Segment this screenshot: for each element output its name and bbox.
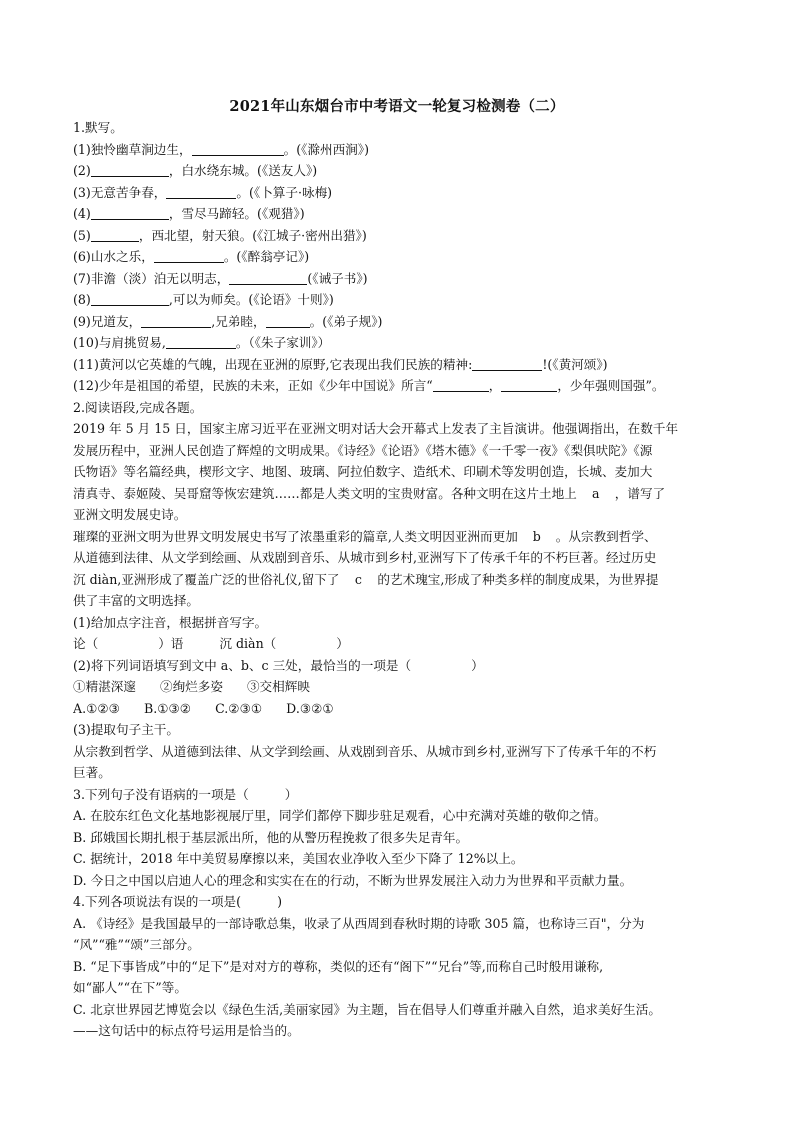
- blank-marker-c: c: [354, 571, 362, 587]
- answer-blank[interactable]: [91, 227, 139, 242]
- q2-para1-line: 发展历程中，亚洲人民创造了辉煌的文明成果。《诗经》《论语》《塔木德》《一千零一夜》《梨俱吠陀》《源: [73, 442, 653, 458]
- q2-sub2-words: ①精湛深邃 ②绚烂多姿 ③交相辉映: [73, 679, 310, 694]
- q2-sub3-text: 从宗教到哲学、从道德到法律、从文学到绘画、从戏剧到音乐、从城市到乡村,亚洲写下了传承千年的不朽: [73, 743, 657, 759]
- q1-item-7: (7)非澹（淡）泊无以明志， (《诫子书》): [73, 270, 368, 286]
- blank-marker-b: b: [532, 528, 541, 544]
- answer-blank[interactable]: [433, 377, 489, 392]
- q2-heading: 2.阅读语段,完成各题。: [73, 399, 203, 415]
- option-a[interactable]: A.①②③: [73, 700, 120, 716]
- q4-heading: 4.下列各项说法有误的一项是( ): [73, 894, 282, 909]
- q2-para1-line: 亚洲文明发展史诗。: [73, 507, 187, 522]
- answer-blank[interactable]: [141, 313, 211, 328]
- q1-item-11: (11)黄河以它英雄的气魄，出现在亚洲的原野,它表现出我们民族的精神: !(《黄河颂》): [73, 356, 608, 372]
- q3-option-c[interactable]: C. 据统计，2018 年中美贸易摩擦以来，美国农业净收入至少下降了 12%以上。: [73, 851, 524, 866]
- answer-blank[interactable]: [229, 270, 307, 285]
- q1-item-8: (8) ,可以为师矣。(《论语》十则》): [73, 292, 334, 307]
- document-body: [73, 117, 733, 1042]
- q2-para2-line: 沉 diàn,亚洲形成了覆盖广泛的世俗礼仪,留下了 c 的艺术瑰宝,形成了种类多样的制度成果，为世界提: [73, 569, 733, 591]
- q4-option-a-cont: “风”“雅”“颂”三部分。: [73, 937, 200, 952]
- q1-item-5: (5) ，西北望，射天狼。(《江城子·密州出猎》): [73, 227, 367, 243]
- q3-option-b[interactable]: B. 邱娥国长期扎根于基层派出所，他的从警历程挽救了很多失足青年。: [73, 829, 469, 845]
- blank-marker-a: a: [591, 485, 600, 501]
- q4-option-c-cont: ——这句话中的标点符号运用是恰当的。: [73, 1023, 300, 1038]
- q2-para2-line: 璀璨的亚洲文明为世界文明发展史书写了浓墨重彩的篇章,人类文明因亚洲而更加 b 。从宗教到哲学、: [73, 526, 733, 548]
- q1-item-9: (9)兄道友， ,兄弟睦， 。(《弟子规》): [73, 313, 383, 329]
- q2-para1-line: 清真寺、泰姬陵、吴哥窟等恢宏建筑……都是人类文明的宝贵财富。各种文明在这片土地上 a ，谱写了: [73, 483, 733, 505]
- q1-item-4: (4) ，雪尽马蹄轻。(《观猎》): [73, 206, 305, 221]
- answer-blank[interactable]: [91, 291, 169, 306]
- q4-option-a[interactable]: A. 《诗经》是我国最早的一部诗歌总集，收录了从西周到春秋时期的诗歌 305 篇，也称诗三百"，分为: [73, 915, 645, 931]
- option-c[interactable]: C.②③①: [215, 700, 263, 716]
- q2-para2-line: 供了丰富的文明选择。: [73, 593, 199, 608]
- q2-para2-line: 从道德到法律、从文学到绘画、从戏剧到音乐、从城市到乡村,亚洲写下了传承千年的不朽巨著。经过历史: [73, 550, 657, 565]
- answer-blank[interactable]: [154, 248, 224, 263]
- answer-blank[interactable]: [91, 162, 169, 177]
- q3-heading: 3.下列句子没有语病的一项是（ ）: [73, 786, 298, 802]
- option-b[interactable]: B.①③②: [143, 700, 192, 716]
- q2-para1-line: 2019 年 5 月 15 日，国家主席习近平在亚洲文明对话大会开幕式上发表了主旨演讲。他强调指出，在数千年: [73, 421, 679, 436]
- q1-item-12: (12)少年是祖国的希望，民族的未来，正如《少年中国说》所言“ ， ，少年强则国强”。: [73, 378, 665, 393]
- answer-blank[interactable]: [166, 334, 236, 349]
- q3-option-d[interactable]: D. 今日之中国以启迪人心的理念和实实在在的行动，不断为世界发展注入动力为世界和平贡献力量。: [73, 872, 633, 888]
- answer-blank[interactable]: [192, 141, 284, 156]
- option-d[interactable]: D.③②①: [286, 700, 334, 716]
- q2-sub3: (3)提取句子主干。: [73, 722, 179, 737]
- answer-blank[interactable]: [266, 313, 310, 328]
- q1-item-1: (1)独怜幽草涧边生， 。(《滁州西涧》): [73, 141, 369, 157]
- q1-heading: 1.默写。: [73, 120, 123, 135]
- page-title: 2021年山东烟台市中考语文一轮复习检测卷（二）: [229, 98, 565, 115]
- q2-sub1-answers: 论（ ）语 沉 diàn（ ）: [73, 636, 349, 651]
- q1-item-10: (10)与肩挑贸易, 。（《朱子家训》）: [73, 335, 331, 350]
- q2-sub2: (2)将下列词语填写到文中 a、b、c 三处，最恰当的一项是（ ）: [73, 657, 484, 673]
- q2-sub1: (1)给加点字注音，根据拼音写字。: [73, 614, 268, 630]
- answer-blank[interactable]: [166, 184, 236, 199]
- answer-blank[interactable]: [501, 377, 557, 392]
- q2-sub3-text: 巨著。: [73, 765, 111, 780]
- q4-option-b-cont: 如“鄙人”“在下”等。: [73, 980, 187, 995]
- q3-option-a[interactable]: A. 在胶东红色文化基地影视展厅里，同学们都停下脚步驻足观看，心中充满对英雄的敬仰之情。: [73, 808, 607, 823]
- q2-sub2-options: [73, 698, 733, 720]
- answer-blank[interactable]: [91, 205, 169, 220]
- q1-item-6: (6)山水之乐， 。(《醉翁亭记》): [73, 249, 310, 264]
- q1-item-2: (2) ，白水绕东城。(《送友人》): [73, 163, 318, 178]
- q1-item-3: (3)无意苦争春， 。(《卜算子·咏梅): [73, 184, 333, 200]
- answer-blank[interactable]: [472, 356, 542, 371]
- q4-option-c[interactable]: C. 北京世界园艺博览会以《绿色生活,美丽家园》为主题，旨在倡导人们尊重并融入自然，追求美好生活。: [73, 1001, 661, 1017]
- q4-option-b[interactable]: B. “足下事皆成”中的“足下”是对对方的尊称，类似的还有“阁下”“兄台”等,而称自己时般用谦称,: [73, 958, 604, 974]
- q2-para1-line: 氏物语》等名篇经典，楔形文字、地图、玻璃、阿拉伯数字、造纸术、印刷术等发明创造，长城、麦加大: [73, 464, 653, 479]
